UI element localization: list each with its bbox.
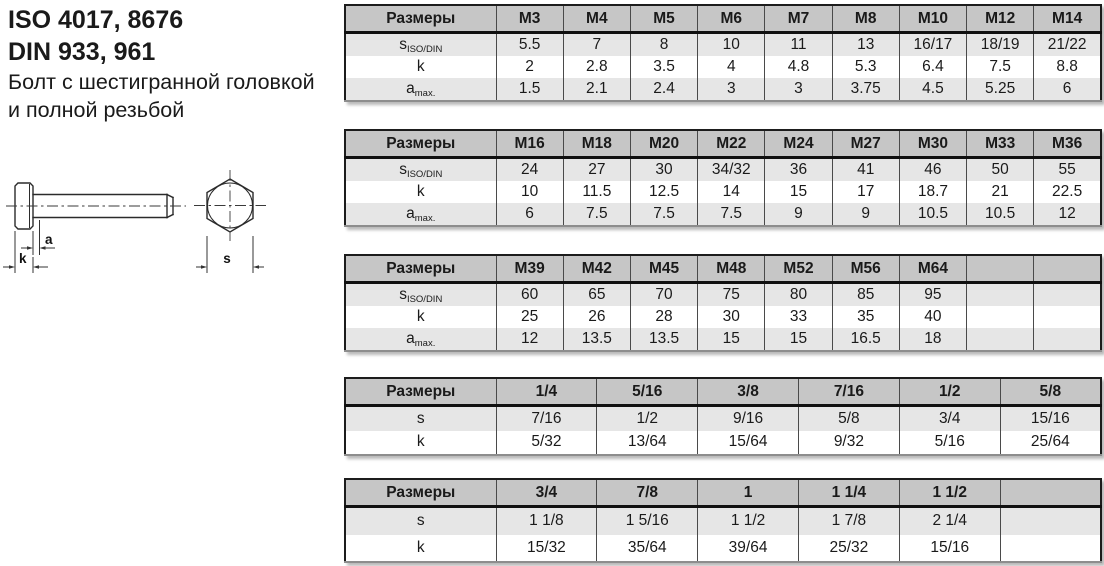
title-block <box>8 4 338 124</box>
value-cell: 8 <box>630 33 697 57</box>
value-cell <box>1034 283 1101 307</box>
value-cell: 11.5 <box>563 181 630 203</box>
size-column-header: M7 <box>765 5 832 33</box>
value-cell: 5.3 <box>832 56 899 78</box>
value-cell: 9/16 <box>698 406 799 431</box>
value-cell: 18/19 <box>967 33 1034 57</box>
size-column-header: M27 <box>832 130 899 158</box>
dimension-row-a <box>345 78 1101 101</box>
value-cell: 18 <box>899 328 966 351</box>
size-column-header: M56 <box>832 255 899 283</box>
size-column-header: M5 <box>630 5 697 33</box>
row-label: $a_{max.}$ <box>406 79 436 99</box>
row-label: $s_{ISO/DIN}$ <box>399 160 443 180</box>
value-cell: 10.5 <box>899 203 966 226</box>
dimension-row-k <box>345 306 1101 328</box>
value-cell: 10.5 <box>967 203 1034 226</box>
size-column-header: M52 <box>765 255 832 283</box>
dimension-row-k <box>345 181 1101 203</box>
size-column-header: 3/8 <box>698 378 799 406</box>
dimension-row-a <box>345 203 1101 226</box>
dimension-row-k <box>345 535 1101 563</box>
value-cell: 27 <box>563 158 630 182</box>
dim-table-metric-m39-m64 <box>344 254 1102 352</box>
value-cell: 13 <box>832 33 899 57</box>
value-cell: 21/22 <box>1034 33 1101 57</box>
header-row <box>345 255 1101 283</box>
table-metric-m3-m14 <box>344 4 1100 102</box>
value-cell: 3 <box>765 78 832 101</box>
value-cell: 65 <box>563 283 630 307</box>
size-column-header: M20 <box>630 130 697 158</box>
value-cell: 15 <box>765 328 832 351</box>
size-column-header <box>1034 255 1101 283</box>
dimension-row-s <box>345 406 1101 431</box>
dimension-row-a <box>345 328 1101 351</box>
row-label: k <box>416 58 425 75</box>
value-cell: 7/16 <box>496 406 597 431</box>
size-column-header: M8 <box>832 5 899 33</box>
value-cell: 9 <box>765 203 832 226</box>
value-cell <box>1034 306 1101 328</box>
row-label: $a_{max.}$ <box>406 329 436 349</box>
value-cell: 7.5 <box>563 203 630 226</box>
size-column-header: M42 <box>563 255 630 283</box>
row-label: k <box>416 308 425 325</box>
value-cell: 2 <box>496 56 563 78</box>
value-cell: 12.5 <box>630 181 697 203</box>
value-cell: 39/64 <box>698 535 799 563</box>
value-cell <box>967 306 1034 328</box>
bolt-technical-drawing <box>0 165 276 292</box>
value-cell: 18.7 <box>899 181 966 203</box>
value-cell: 9/32 <box>798 431 899 456</box>
row-label: k <box>416 183 425 200</box>
row-label-subscript: ISO/DIN <box>406 293 443 305</box>
value-cell: 17 <box>832 181 899 203</box>
size-column-header: M33 <box>967 130 1034 158</box>
value-cell: 35/64 <box>597 535 698 563</box>
size-column-header: M4 <box>563 5 630 33</box>
size-column-header: 1 1/2 <box>899 479 1000 507</box>
row-label: $a_{max.}$ <box>406 204 436 224</box>
header-row <box>345 479 1101 507</box>
value-cell: 13/64 <box>597 431 698 456</box>
hex-head-end-view <box>194 170 266 241</box>
bolt-side-view <box>6 183 186 229</box>
value-cell: 30 <box>698 306 765 328</box>
row-label-subscript: max. <box>414 87 436 99</box>
value-cell: 6 <box>496 203 563 226</box>
product-name-line2: и полной резьбой <box>8 98 185 122</box>
size-column-header: M14 <box>1034 5 1101 33</box>
size-column-header: M16 <box>496 130 563 158</box>
value-cell: 26 <box>563 306 630 328</box>
dimension-a <box>21 220 55 255</box>
size-column-header: 1/4 <box>496 378 597 406</box>
dim-table-inch-quarter-to-5-8 <box>344 377 1102 456</box>
value-cell: 50 <box>967 158 1034 182</box>
value-cell <box>1034 328 1101 351</box>
dim-table-inch-3-4-to-1-5 <box>344 478 1102 563</box>
size-column-header: 7/16 <box>798 378 899 406</box>
value-cell: 34/32 <box>698 158 765 182</box>
value-cell: 85 <box>832 283 899 307</box>
value-cell: 11 <box>765 33 832 57</box>
size-column-header: M3 <box>496 5 563 33</box>
size-column-header: M18 <box>563 130 630 158</box>
value-cell: 25/32 <box>798 535 899 563</box>
value-cell <box>1000 535 1101 563</box>
value-cell: 15 <box>698 328 765 351</box>
row-label: k <box>416 433 425 451</box>
dimension-row-k <box>345 56 1101 78</box>
value-cell: 2.8 <box>563 56 630 78</box>
size-column-header: 1/2 <box>899 378 1000 406</box>
value-cell: 14 <box>698 181 765 203</box>
table-inch-small <box>344 377 1100 456</box>
value-cell: 2.4 <box>630 78 697 101</box>
row-label: s <box>416 409 425 427</box>
row-label-subscript: max. <box>414 212 436 224</box>
size-column-header: M10 <box>899 5 966 33</box>
value-cell: 10 <box>496 181 563 203</box>
corner-label: Размеры <box>345 378 496 406</box>
value-cell: 6 <box>1034 78 1101 101</box>
dimension-row-s <box>345 507 1101 535</box>
row-label: $s_{ISO/DIN}$ <box>399 35 443 55</box>
value-cell: 7.5 <box>967 56 1034 78</box>
value-cell: 95 <box>899 283 966 307</box>
value-cell: 60 <box>496 283 563 307</box>
value-cell: 3.75 <box>832 78 899 101</box>
value-cell: 30 <box>630 158 697 182</box>
value-cell: 7.5 <box>630 203 697 226</box>
value-cell: 5.25 <box>967 78 1034 101</box>
value-cell: 22.5 <box>1034 181 1101 203</box>
row-label-subscript: ISO/DIN <box>406 168 443 180</box>
size-column-header: 5/8 <box>1000 378 1101 406</box>
header-row <box>345 378 1101 406</box>
value-cell: 36 <box>765 158 832 182</box>
value-cell: 10 <box>698 33 765 57</box>
value-cell: 2.1 <box>563 78 630 101</box>
row-label: k <box>416 538 425 556</box>
value-cell: 25/64 <box>1000 431 1101 456</box>
product-name-line1: Болт с шестигранной головкой <box>8 70 315 94</box>
dimension-row-s <box>345 33 1101 57</box>
value-cell: 80 <box>765 283 832 307</box>
standard-iso-title: ISO 4017, 8676 <box>8 6 184 34</box>
table-metric-m39-m64 <box>344 254 1100 352</box>
value-cell: 9 <box>832 203 899 226</box>
dimension-k <box>3 231 48 273</box>
value-cell: 28 <box>630 306 697 328</box>
value-cell: 15/16 <box>1000 406 1101 431</box>
size-column-header: 7/8 <box>597 479 698 507</box>
size-column-header: M6 <box>698 5 765 33</box>
value-cell: 1 1/8 <box>496 507 597 535</box>
value-cell: 1 1/2 <box>698 507 799 535</box>
dimension-row-s <box>345 283 1101 307</box>
value-cell: 3 <box>698 78 765 101</box>
value-cell: 33 <box>765 306 832 328</box>
header-row <box>345 130 1101 158</box>
value-cell: 70 <box>630 283 697 307</box>
row-label-subscript: ISO/DIN <box>406 43 443 55</box>
size-column-header: M24 <box>765 130 832 158</box>
dim-s-label: s <box>223 251 231 266</box>
dimension-row-s <box>345 158 1101 182</box>
size-column-header: M45 <box>630 255 697 283</box>
size-column-header: M39 <box>496 255 563 283</box>
size-column-header <box>967 255 1034 283</box>
value-cell: 4.5 <box>899 78 966 101</box>
corner-label: Размеры <box>345 255 496 283</box>
value-cell: 16/17 <box>899 33 966 57</box>
corner-label: Размеры <box>345 5 496 33</box>
value-cell: 40 <box>899 306 966 328</box>
value-cell: 21 <box>967 181 1034 203</box>
value-cell: 12 <box>1034 203 1101 226</box>
value-cell: 46 <box>899 158 966 182</box>
size-column-header: M64 <box>899 255 966 283</box>
dim-a-label: a <box>45 232 53 247</box>
value-cell: 5/32 <box>496 431 597 456</box>
row-label: s <box>416 512 425 530</box>
size-column-header <box>1000 479 1101 507</box>
value-cell: 41 <box>832 158 899 182</box>
value-cell: 1 5/16 <box>597 507 698 535</box>
value-cell: 75 <box>698 283 765 307</box>
value-cell: 5/8 <box>798 406 899 431</box>
value-cell: 15/64 <box>698 431 799 456</box>
value-cell <box>967 328 1034 351</box>
value-cell: 2 1/4 <box>899 507 1000 535</box>
value-cell: 15/16 <box>899 535 1000 563</box>
value-cell <box>967 283 1034 307</box>
row-label: $s_{ISO/DIN}$ <box>399 285 443 305</box>
value-cell: 15/32 <box>496 535 597 563</box>
value-cell: 24 <box>496 158 563 182</box>
value-cell: 3/4 <box>899 406 1000 431</box>
dim-k-label: k <box>19 251 27 266</box>
value-cell: 55 <box>1034 158 1101 182</box>
corner-label: Размеры <box>345 479 496 507</box>
value-cell: 4.8 <box>765 56 832 78</box>
size-column-header: 5/16 <box>597 378 698 406</box>
dimension-s <box>196 236 264 273</box>
size-column-header: M22 <box>698 130 765 158</box>
corner-label: Размеры <box>345 130 496 158</box>
row-label-subscript: max. <box>414 337 436 349</box>
value-cell: 12 <box>496 328 563 351</box>
size-column-header: M12 <box>967 5 1034 33</box>
value-cell: 3.5 <box>630 56 697 78</box>
value-cell: 15 <box>765 181 832 203</box>
value-cell: 4 <box>698 56 765 78</box>
value-cell: 13.5 <box>563 328 630 351</box>
value-cell: 6.4 <box>899 56 966 78</box>
value-cell <box>1000 507 1101 535</box>
value-cell: 1.5 <box>496 78 563 101</box>
size-column-header: M30 <box>899 130 966 158</box>
size-column-header: M36 <box>1034 130 1101 158</box>
size-column-header: 3/4 <box>496 479 597 507</box>
value-cell: 5/16 <box>899 431 1000 456</box>
value-cell: 35 <box>832 306 899 328</box>
size-column-header: 1 1/4 <box>798 479 899 507</box>
value-cell: 1/2 <box>597 406 698 431</box>
dimension-row-k <box>345 431 1101 456</box>
size-column-header: M48 <box>698 255 765 283</box>
dim-table-metric-m16-m36 <box>344 129 1102 227</box>
value-cell: 16.5 <box>832 328 899 351</box>
value-cell: 13.5 <box>630 328 697 351</box>
value-cell: 1 7/8 <box>798 507 899 535</box>
size-column-header: 1 <box>698 479 799 507</box>
value-cell: 5.5 <box>496 33 563 57</box>
value-cell: 25 <box>496 306 563 328</box>
dim-table-metric-m3-m14 <box>344 4 1102 102</box>
standard-din-title: DIN 933, 961 <box>8 38 156 66</box>
header-row <box>345 5 1101 33</box>
table-inch-large <box>344 478 1100 563</box>
table-metric-m16-m36 <box>344 129 1100 227</box>
value-cell: 8.8 <box>1034 56 1101 78</box>
value-cell: 7.5 <box>698 203 765 226</box>
value-cell: 7 <box>563 33 630 57</box>
